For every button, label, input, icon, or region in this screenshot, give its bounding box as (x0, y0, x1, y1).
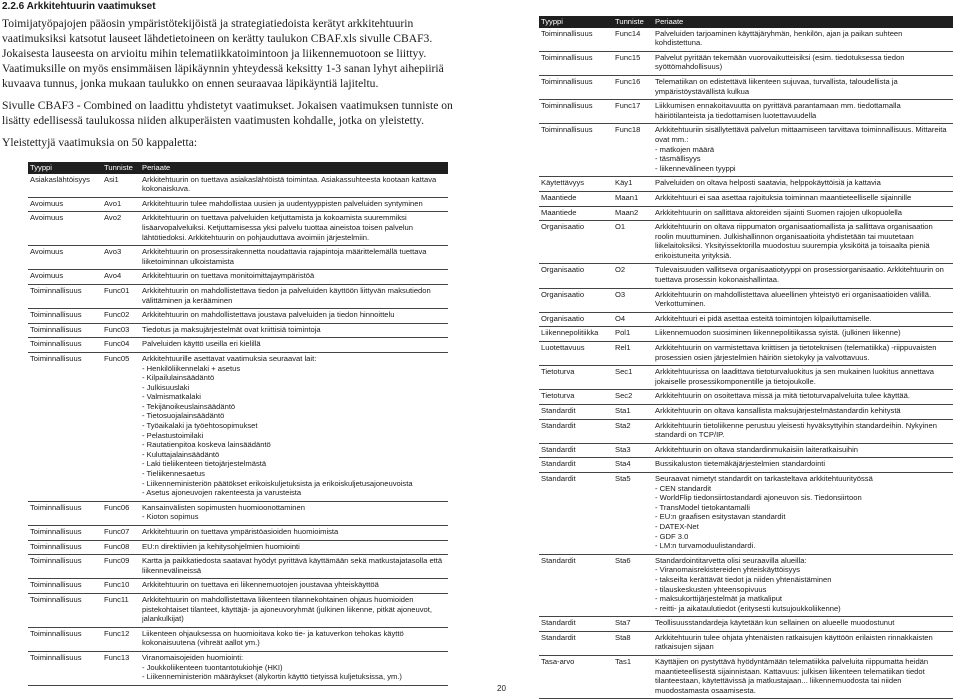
row-type: Standardit (539, 443, 613, 458)
requirements-table-right-body (539, 28, 953, 699)
row-id: Asi1 (102, 174, 140, 198)
header-type: Tyyppi (28, 162, 102, 174)
row-id: Func18 (613, 124, 653, 177)
table-row (28, 627, 448, 651)
row-type: Toiminnallisuus (28, 284, 102, 308)
row-id: Sta7 (613, 617, 653, 632)
row-id: Sta5 (613, 472, 653, 554)
table-row (28, 309, 448, 324)
row-id: Func06 (102, 501, 140, 525)
row-type: Avoimuus (28, 212, 102, 246)
row-type: Standardit (539, 617, 613, 632)
requirements-table-left-body (28, 174, 448, 686)
row-description: Palveluiden tarjoaminen käyttäjäryhmän, henkilön, ajan ja paikan suhteen kohdistettuna. (653, 28, 953, 52)
table-row (539, 472, 953, 554)
row-description: Bussikaluston tietemäkäjärjestelmien standardointi (653, 458, 953, 473)
row-type: Standardit (539, 405, 613, 420)
row-description: Arkkitehtuurin on oltava standardinmukaisiin laiteratkaisuihin (653, 443, 953, 458)
table-row (539, 554, 953, 617)
header-id: Tunniste (613, 16, 653, 28)
table-row (28, 270, 448, 285)
row-id: Avo2 (102, 212, 140, 246)
row-id: Func13 (102, 651, 140, 685)
row-id: Sec1 (613, 366, 653, 390)
table-row (539, 221, 953, 264)
table-row (539, 177, 953, 192)
row-id: Func01 (102, 284, 140, 308)
row-description: Arkkitehtuurin tulee ohjata yhtenäisten ratkaisujen käyttöön erilaisten rinnakkaisten ratkaisujen sijaan (653, 631, 953, 655)
row-id: O3 (613, 288, 653, 312)
row-description: Arkkitehtuuri ei pidä asettaa esteitä toimintojen kilpailuttamiselle. (653, 312, 953, 327)
header-principle: Periaate (140, 162, 448, 174)
row-type: Organisaatio (539, 221, 613, 264)
row-description: Liikkumisen ennakoitavuutta on pyrittävä parantamaan mm. tiedottamalla häiriötilanteista ja tiedottamisen luotettavuudella (653, 100, 953, 124)
table-row (539, 75, 953, 99)
table-row (28, 651, 448, 685)
count-paragraph: Yleistettyjä vaatimuksia on 50 kappaletta: (2, 136, 198, 149)
table-row (539, 366, 953, 390)
header-id: Tunniste (102, 162, 140, 174)
row-description: Palvelut pyritään tekemään vuorovaikutteisiksi (esim. tiedotuksessa tiedon syöttömahdollisuus) (653, 51, 953, 75)
row-id: O4 (613, 312, 653, 327)
row-description: Kansainvälisten sopimusten huomioonottaminen - Kioton sopimus (140, 501, 448, 525)
row-type: Standardit (539, 419, 613, 443)
row-type: Tietoturva (539, 366, 613, 390)
row-id: Sec2 (613, 390, 653, 405)
row-type: Toiminnallisuus (28, 309, 102, 324)
row-type: Toiminnallisuus (28, 627, 102, 651)
row-type: Toiminnallisuus (28, 501, 102, 525)
table-row (539, 206, 953, 221)
table-row (539, 264, 953, 288)
table-row (28, 579, 448, 594)
row-id: Sta8 (613, 631, 653, 655)
row-type: Maantiede (539, 191, 613, 206)
row-id: Sta4 (613, 458, 653, 473)
row-type: Standardit (539, 458, 613, 473)
table-row (539, 443, 953, 458)
row-description: Arkkitehtuuriin sisällytettävä palvelun mittaamiseen tarvittava toiminnallisuus. Mittareita ovat mm.: - matkojen määrä - täsmällisyys - liikennevälineen tyyppi (653, 124, 953, 177)
row-description: Arkkitehtuurin on oltava riippumaton organisaatiomallista ja sallittava organisaation roolin muuttuminen. Julkishallinnon organisaatioita yhdistetään tai muutetaan liikelaitoksiksi. Yksityissektorilla muodostuu suurempia yksiköitä ja toisaalta pieniä erikoistuneita yrityksiä. (653, 221, 953, 264)
table-row (539, 28, 953, 52)
requirements-table-left (28, 162, 448, 686)
row-description: Arkkitehtuurin on tuettava asiakaslähtöistä toimintaa. Asiakassuhteesta kootaan kattava kokonaiskuva. (140, 174, 448, 198)
row-type: Tietoturva (539, 390, 613, 405)
table-row (28, 540, 448, 555)
table-row (28, 501, 448, 525)
table-row (28, 323, 448, 338)
row-type: Organisaatio (539, 264, 613, 288)
row-id: Func10 (102, 579, 140, 594)
table-row (28, 284, 448, 308)
table-row (539, 312, 953, 327)
row-type: Avoimuus (28, 197, 102, 212)
row-description: Liikenteen ohjauksessa on huomioitava koko tie- ja katuverkon tehokas käyttö kokonaisuutena (vihreät aallot ym.) (140, 627, 448, 651)
left-column (0, 0, 470, 150)
row-id: Sta6 (613, 554, 653, 617)
row-type: Toiminnallisuus (28, 338, 102, 353)
row-type: Toiminnallisuus (539, 51, 613, 75)
row-description: Arkkitehtuurin on oltava kansallista maksujärjestelmästandardin kehitystä (653, 405, 953, 420)
row-id: Rel1 (613, 342, 653, 366)
row-description: Viranomaisojeiden huomiointi: - Joukkoliikenteen tuontantotukiohje (HKI) - Liikenneministeriön määräykset (älykortin käyttö tietyissä kuljetuksissa, ym.) (140, 651, 448, 685)
table-row (539, 51, 953, 75)
row-id: Func15 (613, 51, 653, 75)
row-type: Standardit (539, 472, 613, 554)
row-description: Tiedotus ja maksujärjestelmät ovat kriittisiä toimintoja (140, 323, 448, 338)
section-heading: 2.2.6 Arkkitehtuurin vaatimukset (2, 1, 156, 12)
table-row (539, 631, 953, 655)
row-type: Toiminnallisuus (539, 28, 613, 52)
row-description: Standardointitarvetta olisi seuraavilla alueilla: - Viranomaisrekistereiden yhteiskäyttöisyys - takseilta kerättävät tiedot ja niiden yhtenäistäminen - tilauskeskusten yhteensopivuus - maksukorttijärjestelmät ja matkaliput - reitti- ja aikataulutiedot (eritysesti kutsujoukkoliikenne) (653, 554, 953, 617)
table-header-row (28, 162, 448, 174)
row-type: Avoimuus (28, 270, 102, 285)
table-row (539, 288, 953, 312)
table-row (28, 174, 448, 198)
row-type: Organisaatio (539, 288, 613, 312)
row-type: Avoimuus (28, 246, 102, 270)
row-type: Toiminnallisuus (539, 100, 613, 124)
table-row (28, 246, 448, 270)
row-description: EU:n direktiivien ja kehitysohjelmien huomiointi (140, 540, 448, 555)
row-id: Func07 (102, 526, 140, 541)
row-type: Toiminnallisuus (28, 540, 102, 555)
row-id: Avo3 (102, 246, 140, 270)
row-id: Tas1 (613, 656, 653, 699)
row-description: Arkkitehtuurin on osoitettava missä ja mitä tietoturvapalveluita tulee käyttää. (653, 390, 953, 405)
row-id: Pol1 (613, 327, 653, 342)
row-description: Arkkitehtuurin on tuettava eri liikennemuotojen joustavaa yhteiskäyttöä (140, 579, 448, 594)
row-id: Func03 (102, 323, 140, 338)
right-column (539, 16, 953, 699)
table-row (28, 352, 448, 501)
row-type: Toiminnallisuus (28, 555, 102, 579)
row-description: Kartta ja paikkatiedosta saatavat hyödyt pyrittävä käyttämään sekä matkustajatasolla että liikennevälineissä (140, 555, 448, 579)
row-id: Func16 (613, 75, 653, 99)
row-type: Tasa-arvo (539, 656, 613, 699)
row-description: Arkkitehtuuri ei saa asettaa rajoituksia toiminnan maantieteelliselle sijainnille (653, 191, 953, 206)
table-row (539, 124, 953, 177)
row-description: Arkkitehtuurin tulee mahdollistaa uusien ja uudentyyppisten palveluiden syntyminen (140, 197, 448, 212)
row-id: Käy1 (613, 177, 653, 192)
row-description: Arkkitehtuurin on mahdollistettava liikenteen tilannekohtainen ohjaus huomioiden pistekohtaiset tilanteet, käyttäjä- ja ajoneuvoryhmät (julkinen liikenne, pitkät ajoneuvot, jalankulkijat) (140, 593, 448, 627)
row-description: Palveluiden on oltava helposti saatavia, helppokäyttöisiä ja kattavia (653, 177, 953, 192)
row-type: Standardit (539, 631, 613, 655)
row-id: Maan2 (613, 206, 653, 221)
table-row (539, 191, 953, 206)
row-id: Func11 (102, 593, 140, 627)
row-description: Arkkitehtuurin on sallittava aktoreiden sijainti Suomen rajojen ulkopuolella (653, 206, 953, 221)
row-id: Avo1 (102, 197, 140, 212)
row-id: Func08 (102, 540, 140, 555)
row-id: Sta2 (613, 419, 653, 443)
row-type: Standardit (539, 554, 613, 617)
row-id: Sta3 (613, 443, 653, 458)
table-row (539, 342, 953, 366)
row-type: Toiminnallisuus (539, 124, 613, 177)
row-type: Organisaatio (539, 312, 613, 327)
table-row (539, 405, 953, 420)
row-description: Teollisuusstandardeja käytetään kun sellainen on alueelle muodostunut (653, 617, 953, 632)
row-id: O1 (613, 221, 653, 264)
row-description: Telematiikan on edistettävä liikenteen sujuvaa, turvallista, taloudellista ja ympäristöystävällistä kulkua (653, 75, 953, 99)
table-row (539, 656, 953, 699)
table-row (539, 419, 953, 443)
row-id: Func04 (102, 338, 140, 353)
row-id: Maan1 (613, 191, 653, 206)
table-row (539, 327, 953, 342)
row-type: Liikennepolitiikka (539, 327, 613, 342)
row-type: Luotettavuus (539, 342, 613, 366)
row-description: Arkkitehtuurin on tuettava monitoimittajaympäristöä (140, 270, 448, 285)
row-id: Sta1 (613, 405, 653, 420)
row-description: Seuraavat nimetyt standardit on tarkasteltava arkkitehtuurityössä - CEN standardit - WorldFlip tiedonsiirtostandardi ajoneuvon sis. Tiedonsiirtoon - TransModel tietokantamalli - EU:n graafisen esitystavan standardit - DATEX-Net - GDF 3.0 - LM:n turvamoduulistandardi. (653, 472, 953, 554)
row-description: Arkkitehtuurin on tuettava ympäristöasioiden huomioimista (140, 526, 448, 541)
table-row (28, 526, 448, 541)
row-description: Käyttäjien on pystyttävä hyödyntämään telematiikka palveluita riippumatta heidän maantieteellisestä sijainnistaan. Kattavuus: julkisen liikenteen telematiikan tiedot tilanteestaan, käytettävissä ja matkustajaan... liikennemuodosta tai niiden muodostamasta osaamisesta. (653, 656, 953, 699)
row-id: Avo4 (102, 270, 140, 285)
header-principle: Periaate (653, 16, 953, 28)
table-header-row (539, 16, 953, 28)
row-type: Toiminnallisuus (539, 75, 613, 99)
row-description: Palveluiden käyttö useilla eri kielillä (140, 338, 448, 353)
requirements-table-right (539, 16, 953, 699)
table-row (539, 458, 953, 473)
row-description: Arkkitehtuurin on mahdollistettava joustava palveluiden ja tiedon hinnoittelu (140, 309, 448, 324)
page-number: 20 (497, 684, 506, 693)
row-type: Toiminnallisuus (28, 651, 102, 685)
row-id: Func09 (102, 555, 140, 579)
row-id: Func14 (613, 28, 653, 52)
row-description: Arkkitehtuurin tietoliikenne perustuu yleisesti hyväksyttyihin standardeihin. Nykyinen standardi on TCP/IP. (653, 419, 953, 443)
row-id: Func17 (613, 100, 653, 124)
row-type: Toiminnallisuus (28, 352, 102, 501)
table-row (539, 390, 953, 405)
table-row (28, 555, 448, 579)
row-description: Arkkitehtuurin on mahdollistettava tiedon ja palveluiden käyttöön liittyvän maksutiedon välittäminen ja kerääminen (140, 284, 448, 308)
row-type: Toiminnallisuus (28, 593, 102, 627)
combined-paragraph: Sivulle CBAF3 - Combined on laadittu yhdistetyt vaatimukset. Jokaisen vaatimuksen tunniste on lisätty edellisessä taulukossa niiden alkuperäisten vaatimusten kohdalle, jotka on yleistetty. (2, 99, 453, 127)
row-description: Arkkitehtuurissa on laadittava tietoturvaluokitus ja sen mukainen luokitus annettava jokaiselle prosessikomponentille ja tietojoukolle. (653, 366, 953, 390)
row-type: Asiakaslähtöisyys (28, 174, 102, 198)
table-row (28, 593, 448, 627)
row-description: Tulevaisuuden vallitseva organisaatiotyyppi on prosessiorganisaatio. Arkkitehtuurin on tuettava prosessin kokonaishallintaa. (653, 264, 953, 288)
row-description: Liikennemuodon suosiminen liikennepolitiikassa syistä. (julkinen liikenne) (653, 327, 953, 342)
row-type: Toiminnallisuus (28, 526, 102, 541)
table-row (28, 197, 448, 212)
row-type: Käytettävyys (539, 177, 613, 192)
row-type: Maantiede (539, 206, 613, 221)
row-description: Arkkitehtuurille asettavat vaatimuksia seuraavat lait: - Henkilöliikennelaki + asetus - Kilpailulainsäädäntö - Julkisuuslaki - Valmismatkalaki - Tekijänoikeuslainsäädäntö - Tietosuojalainsäädäntö - Työaikalaki ja työehtosopimukset - Pelastustoimilaki - Rautatienpitoa koskeva lainsäädäntö - Kuluttajalainsäädäntö - Laki tieliikenteen tietojärjestelmästä - Tieliikennesaetus - Liikenneministeriön päätökset erikoiskuljetuksista ja erikoiskuljetusajoneuvoista - Asetus ajoneuvojen rakenteesta ja varusteista (140, 352, 448, 501)
row-description: Arkkitehtuurin on tuettava palveluiden ketjuttamista ja kokoamista suuremmiksi lisäarvopalveluiksi. Ketjuttamisessa yksi palvelu tuottaa aineistoa toisen palvelun lähtötiedoksi. Arkkitehtuurin on pohjauduttava avoimiin järjestelmiin. (140, 212, 448, 246)
row-description: Arkkitehtuurin on varmistettava kriittisen ja tietoteknisen (telematiikka) -riippuvaisten prosessien osien järjestelmien häiriön sietokyky ja valvottavuus. (653, 342, 953, 366)
row-type: Toiminnallisuus (28, 323, 102, 338)
header-type: Tyyppi (539, 16, 613, 28)
row-type: Toiminnallisuus (28, 579, 102, 594)
table-row (539, 617, 953, 632)
table-row (539, 100, 953, 124)
row-description: Arkkitehtuurin on mahdollistettava alueellinen yhteistyö eri organisaatioiden välillä. Verkottuminen. (653, 288, 953, 312)
intro-paragraph: Toimijatyöpajojen pääosin ympäristötekijöistä ja strategiatiedoista kerätyt arkkitehtuurin vaatimuksiksi katsotut lauseet lähdetietoineen on kerätty taulukon CBAF.xls sivulle CBAF3. Jokaisesta lauseesta on arvioitu mihin telematiikkatoimintoon ja liikennemuotoon se liittyy. Vaatimuksille on myös ensimmäisen läpikäynnin yhteydessä keksitty 1-3 sanan lyhyt aihepiiriä kuvaava tunnus, jonka mukaan taulukko on ennen seuraavaa läpikäyntiä lajiteltu. (2, 17, 444, 90)
row-id: Func05 (102, 352, 140, 501)
row-id: Func12 (102, 627, 140, 651)
row-id: Func02 (102, 309, 140, 324)
row-id: O2 (613, 264, 653, 288)
table-row (28, 212, 448, 246)
table-row (28, 338, 448, 353)
row-description: Arkkitehtuurin on prosessirakennetta noudattavia rajapintoja määrittelemällä tuettava liiketoiminnan ulkoistamista (140, 246, 448, 270)
